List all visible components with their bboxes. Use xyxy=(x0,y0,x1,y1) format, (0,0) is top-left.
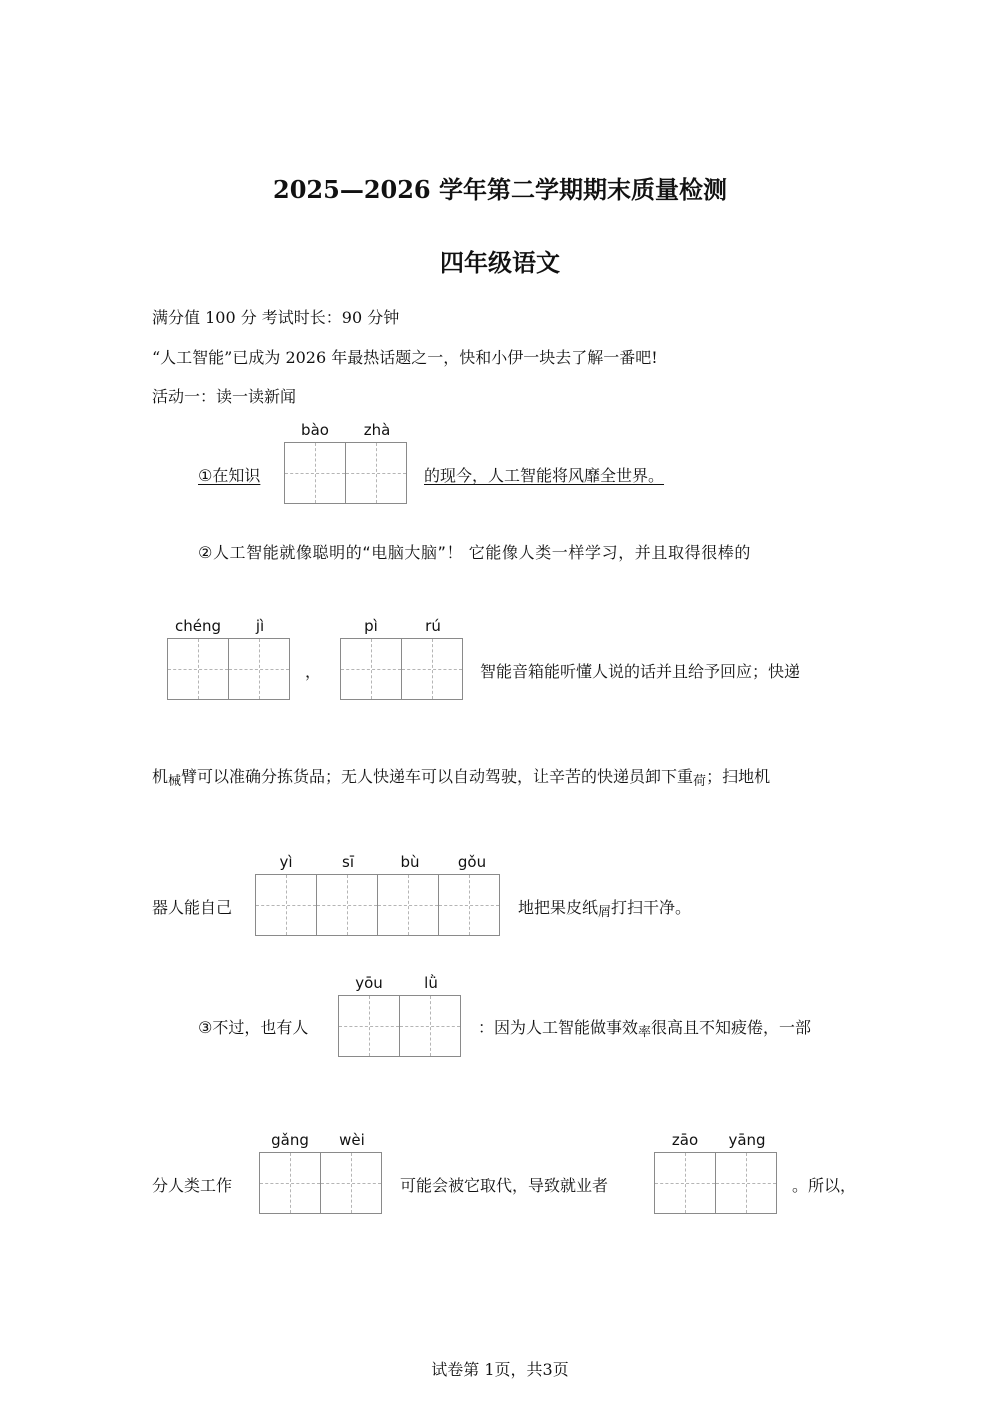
answer-cell[interactable] xyxy=(654,1152,716,1214)
text-segment: 机 xyxy=(152,767,169,786)
text-segment: 臂可以准确分拣货品；无人快递车可以自动驾驶，让辛苦的快递员卸下重 xyxy=(181,767,694,786)
pinyin-yang: yāng xyxy=(728,1131,766,1149)
q3-answer-grid-c[interactable] xyxy=(654,1152,777,1214)
answer-cell[interactable] xyxy=(317,874,378,936)
q3-line2-suffix: 。所以， xyxy=(792,1176,857,1195)
answer-cell[interactable] xyxy=(321,1152,382,1214)
answer-cell[interactable] xyxy=(378,874,439,936)
answer-cell[interactable] xyxy=(259,1152,321,1214)
answer-cell[interactable] xyxy=(400,995,461,1057)
q2-answer-grid-a[interactable] xyxy=(167,638,290,700)
answer-cell[interactable] xyxy=(346,442,407,504)
q2-line2-suffix: 智能音箱能听懂人说的话并且给予回应；快递 xyxy=(480,662,801,681)
q1-prefix: ①在知识 xyxy=(198,466,261,485)
pinyin-lv: lǜ xyxy=(424,974,438,992)
activity-heading: 活动一：读一读新闻 xyxy=(152,387,297,406)
pinyin-gang: gǎng xyxy=(271,1131,309,1149)
pinyin-ji: jì xyxy=(255,617,265,635)
q1-answer-grid[interactable] xyxy=(284,442,407,504)
small-char: 荷 xyxy=(693,774,707,789)
pinyin-si: sī xyxy=(342,853,354,871)
pinyin-zha: zhà xyxy=(363,421,391,439)
q2-answer-grid-b[interactable] xyxy=(340,638,463,700)
q2-line4-prefix: 器人能自己 xyxy=(152,898,233,917)
q3-prefix: ③不过，也有人 xyxy=(198,1018,309,1037)
pinyin-wei: wèi xyxy=(339,1131,365,1149)
exam-subtitle: 四年级语文 xyxy=(440,248,560,277)
answer-cell[interactable] xyxy=(284,442,346,504)
small-char: 屑 xyxy=(598,905,612,920)
text-segment: 很高且不知疲倦，一部 xyxy=(651,1018,812,1037)
pinyin-you: yōu xyxy=(355,974,383,992)
text-segment: 打扫干净。 xyxy=(611,898,692,917)
text-segment: 地把果皮纸 xyxy=(518,898,599,917)
pinyin-gou: gǒu xyxy=(457,853,487,871)
q2-line1: ②人工智能就像聪明的“电脑大脑”！ 它能像人类一样学习，并且取得很棒的 xyxy=(198,543,752,562)
answer-cell[interactable] xyxy=(340,638,402,700)
small-char: 率 xyxy=(638,1025,652,1040)
answer-cell[interactable] xyxy=(167,638,229,700)
q2-line3 xyxy=(152,764,770,787)
answer-cell[interactable] xyxy=(402,638,463,700)
score-time-info: 满分值 100 分 考试时长：90 分钟 xyxy=(152,308,400,327)
small-char: 械 xyxy=(168,774,182,789)
q3-line1-suffix xyxy=(478,1015,811,1038)
q2-comma: ， xyxy=(305,662,322,681)
q3-line2-mid: 可能会被它取代，导致就业者 xyxy=(400,1176,609,1195)
pinyin-bu: bù xyxy=(400,853,420,871)
answer-cell[interactable] xyxy=(255,874,317,936)
exam-title: 2025—2026 学年第二学期期末质量检测 xyxy=(273,175,727,204)
q2-line4-suffix xyxy=(518,895,691,918)
q3-answer-grid-b[interactable] xyxy=(259,1152,382,1214)
pinyin-yi: yì xyxy=(279,853,293,871)
pinyin-ru: rú xyxy=(425,617,441,635)
answer-cell[interactable] xyxy=(716,1152,777,1214)
q3-answer-grid-a[interactable] xyxy=(338,995,461,1057)
answer-cell[interactable] xyxy=(439,874,500,936)
page-number: 试卷第 1页，共3页 xyxy=(431,1360,569,1379)
q2-answer-grid-c[interactable] xyxy=(255,874,500,936)
pinyin-bao: bào xyxy=(301,421,329,439)
q1-suffix: 的现今，人工智能将风靡全世界。 xyxy=(424,466,665,485)
q3-line2-prefix: 分人类工作 xyxy=(152,1176,233,1195)
intro-text: “人工智能”已成为 2026 年最热话题之一，快和小伊一块去了解一番吧! xyxy=(152,348,658,367)
text-segment: ；扫地机 xyxy=(706,767,771,786)
pinyin-zao: zāo xyxy=(671,1131,699,1149)
answer-cell[interactable] xyxy=(338,995,400,1057)
pinyin-pi: pì xyxy=(364,617,378,635)
pinyin-cheng: chéng xyxy=(174,617,221,635)
text-segment: ：因为人工智能做事效 xyxy=(478,1018,639,1037)
answer-cell[interactable] xyxy=(229,638,290,700)
